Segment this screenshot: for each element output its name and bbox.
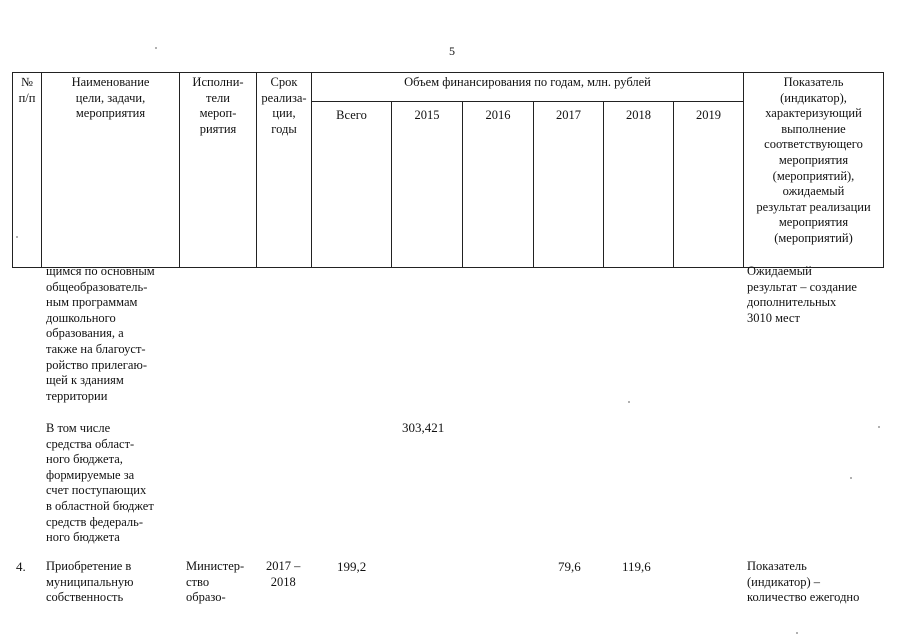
row4-value-2018: 119,6: [622, 559, 651, 574]
row4-name-text: Приобретение в муниципальную собственность: [46, 559, 134, 605]
row4-total: 199,2: [337, 559, 367, 574]
row4-indicator-text: Показатель (индикатор) – количество ежегодно: [747, 559, 860, 605]
continuation-indicator-text: Ожидаемый результат – создание дополнительных 3010 мест: [747, 264, 857, 325]
header-col-funding: Объем финансирования по годам, млн. рублей: [312, 73, 744, 102]
row4-executor: Министер- ство образо-: [186, 559, 245, 605]
scan-speck: [878, 426, 880, 428]
subrow-name-text: В том числе средства област- ного бюджета, формируемые за счет поступающих в областной бюджет средств федераль- ного бюджета: [46, 421, 154, 545]
page-number: 5: [449, 44, 455, 58]
header-col-term: Срок реализа- ции, годы: [257, 73, 312, 268]
row4-value-2017: 79,6: [558, 559, 581, 574]
header-year-2016: 2016: [463, 102, 534, 268]
continuation-name-text: щимся по основным общеобразователь- ным программам дошкольного образования, а также на благоуст- ройство прилегаю- щей к зданиям территории: [46, 264, 155, 403]
row4-term: 2017 – 2018: [266, 559, 301, 589]
header-col-executor: Исполни- тели мероп- риятия: [180, 73, 257, 268]
scan-speck: [16, 236, 18, 238]
header-year-2018: 2018: [604, 102, 674, 268]
header-year-2017: 2017: [534, 102, 604, 268]
scan-speck: [850, 477, 852, 479]
scan-speck: [796, 632, 798, 634]
header-col-total: Всего: [312, 102, 392, 268]
header-year-2015: 2015: [392, 102, 463, 268]
header-table: [12, 72, 884, 268]
row4-number: 4.: [16, 559, 26, 574]
scan-speck: [155, 47, 157, 49]
header-col-name: Наименование цели, задачи, мероприятия: [42, 73, 180, 268]
subrow-value-2015: 303,421: [402, 420, 445, 435]
scan-speck: [628, 401, 630, 403]
header-year-2019: 2019: [674, 102, 744, 268]
header-col-indicator: Показатель (индикатор), характеризующий выполнение соответствующего мероприятия (мероприятий), ожидаемый результат реализации мероприятия (мероприятий): [744, 73, 884, 268]
header-col-number: № п/п: [13, 73, 42, 268]
